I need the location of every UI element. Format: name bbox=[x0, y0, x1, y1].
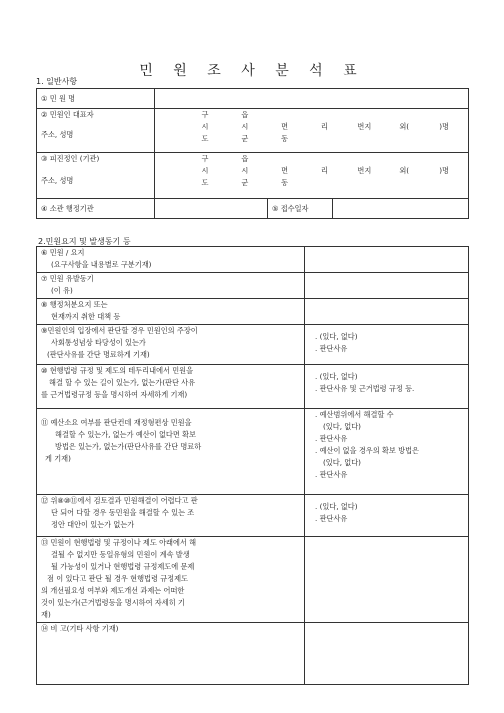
receipt-date-cell bbox=[268, 199, 469, 219]
representative-label: ② 민원인 대표자 주소, 성명 bbox=[37, 109, 155, 153]
legal-basis-label: ⑩ 현행법령 규정 및 제도의 테두리내에서 민원을 해결 할 수 있는 길이 있는가, 없는가(판단 사유 를 근거법령규정 등을 명시하여 자세하게 기재) bbox=[37, 365, 305, 409]
improvement-label: ⑬ 민원이 현행법령 및 규정이나 제도 아래에서 해 결될 수 없지만 동일유형의 민원이 계속 발생 될 가능성이 있거나 현행법령 규정제도에 문제 점 이 있다고 판단 될 경우 현행법령 규정제도 의 개선필요성 여부와 제도개선 과제는 어떠한 것이 있는가(근거법령등을 명시하여 자세히 기 재) bbox=[37, 537, 305, 623]
respondent-label: ③ 피진정인 (기관) 주소, 성명 bbox=[37, 153, 155, 199]
agency-value bbox=[155, 199, 268, 219]
address-line: 도 군 동 bbox=[201, 134, 289, 143]
validity-label: ⑨민원인의 입장에서 판단할 경우 민원인의 주장이 사회통성념상 타당성이 있는가 (판단사유를 간단 명료하게 기재) bbox=[37, 325, 305, 365]
measures-value bbox=[305, 299, 469, 325]
summary-label: ⑥ 민원 / 요지 (요구사항을 내용별로 구분기재) bbox=[37, 247, 305, 273]
motive-value bbox=[305, 273, 469, 299]
address-line: 도 군 동 bbox=[201, 178, 289, 187]
address-line: 구 읍 bbox=[201, 154, 249, 163]
validity-value: . (있다, 없다) . 판단사유 bbox=[305, 325, 469, 365]
alternative-label: ⑫ 위⑧⑩⑪에서 검토결과 민원해결이 어렵다고 판 단 되어 다할 경우 동민원을 해결할 수 있는 조 정안 대안이 있는가 없는가 bbox=[37, 495, 305, 537]
general-info-table bbox=[36, 88, 469, 219]
complaint-analysis-table bbox=[36, 246, 469, 685]
alternative-value: . (있다, 없다) . 판단사유 bbox=[305, 495, 469, 537]
improvement-value bbox=[305, 537, 469, 623]
representative-address bbox=[155, 109, 469, 153]
address-line: 구 읍 bbox=[201, 110, 249, 119]
remarks-value bbox=[305, 623, 469, 685]
agency-label: ④ 소관 행정기관 bbox=[37, 199, 155, 219]
measures-label: ⑧ 행정처분요지 또는 현재까지 취한 대책 등 bbox=[37, 299, 305, 325]
complaint-name-value bbox=[155, 89, 469, 109]
receipt-date-value bbox=[333, 199, 468, 218]
section2-heading: 2.민원요지 및 발생동기 등 bbox=[38, 237, 131, 246]
receipt-date-label: ⑤ 접수일자 bbox=[268, 199, 333, 218]
legal-basis-value: . (있다, 없다) . 판단사유 및 근거법령 규정 등. bbox=[305, 365, 469, 409]
complaint-name-label: ① 민 원 명 bbox=[37, 89, 155, 109]
budget-label: ⑪ 예산소요 여부를 판단컨데 재정형편상 민원을 해결할 수 있는가, 없는가 예산이 없다면 확보 방법은 있는가, 없는가(판단사유를 간단 명료하 게 기재) bbox=[37, 409, 305, 495]
budget-value: . 예산범위에서 해결할 수 (있다, 없다) . 판단사유 . 예산이 없을 경우의 확보 방법은 (있다, 없다) . 판단사유 bbox=[305, 409, 469, 495]
address-line: 시 시 면 리 번지 외( )명 bbox=[201, 122, 449, 131]
address-line: 시 시 면 리 번지 외( )명 bbox=[201, 166, 449, 175]
motive-label: ⑦ 민원 유발동기 (이 유) bbox=[37, 273, 305, 299]
section1-heading: 1. 일반사항 bbox=[36, 77, 78, 86]
summary-value bbox=[305, 247, 469, 273]
respondent-address bbox=[155, 153, 469, 199]
page-title: 민 원 조 사 분 석 표 bbox=[139, 63, 365, 79]
remarks-label: ⑭ 비 고(기타 사항 기재) bbox=[37, 623, 305, 685]
